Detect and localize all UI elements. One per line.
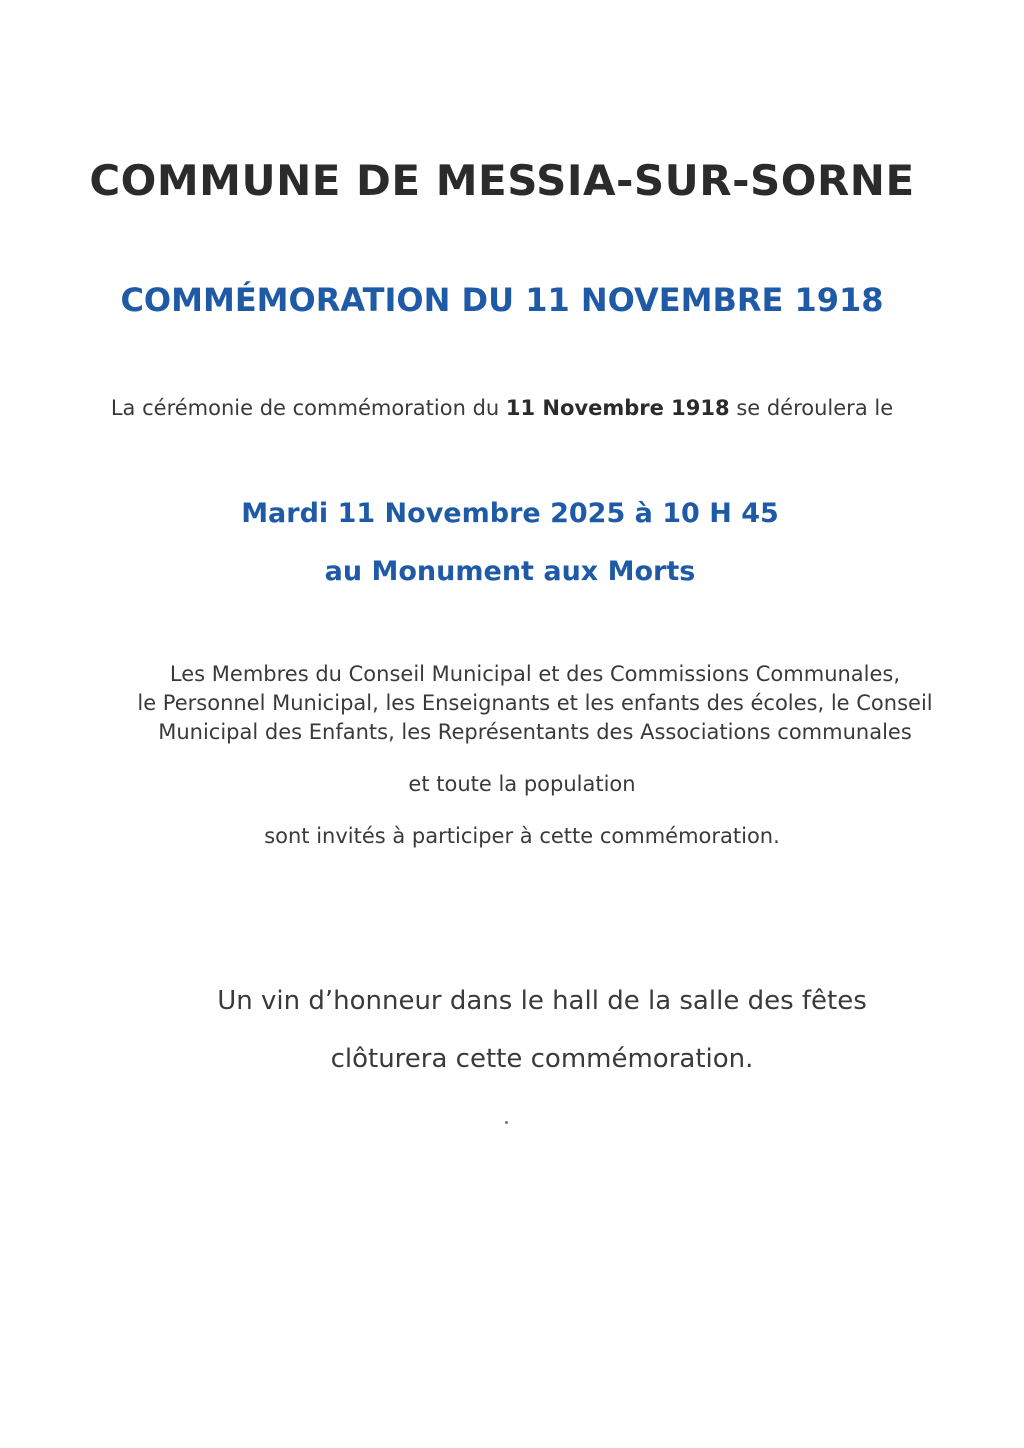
event-place: au Monument aux Morts [324,556,696,587]
event-date-time: Mardi 11 Novembre 2025 à 10 H 45 [241,498,779,529]
commemoration-heading: COMMÉMORATION DU 11 NOVEMBRE 1918 [120,281,884,319]
stray-dot [505,1121,508,1124]
invitees-line: le Personnel Municipal, les Enseignants et les enfants des écoles, le Conseil [137,691,933,715]
intro-text-before: La cérémonie de commémoration du [110,396,506,420]
invitation-line: sont invités à participer à cette commémoration. [264,824,780,848]
ceremony-intro [0,396,1004,420]
intro-date-bold: 11 Novembre 1918 [505,396,730,420]
commune-title: COMMUNE DE MESSIA-SUR-SORNE [89,156,915,205]
population-line: et toute la population [408,772,636,796]
invitees-paragraph [60,660,1010,747]
invitees-line: Les Membres du Conseil Municipal et des Commissions Communales, [169,662,901,686]
intro-text-after: se déroulera le [729,396,894,420]
reception-line-2: clôturera cette commémoration. [330,1044,754,1074]
reception-line-1: Un vin d’honneur dans le hall de la salle des fêtes [217,986,867,1016]
invitees-line: Municipal des Enfants, les Représentants des Associations communales [158,720,912,744]
